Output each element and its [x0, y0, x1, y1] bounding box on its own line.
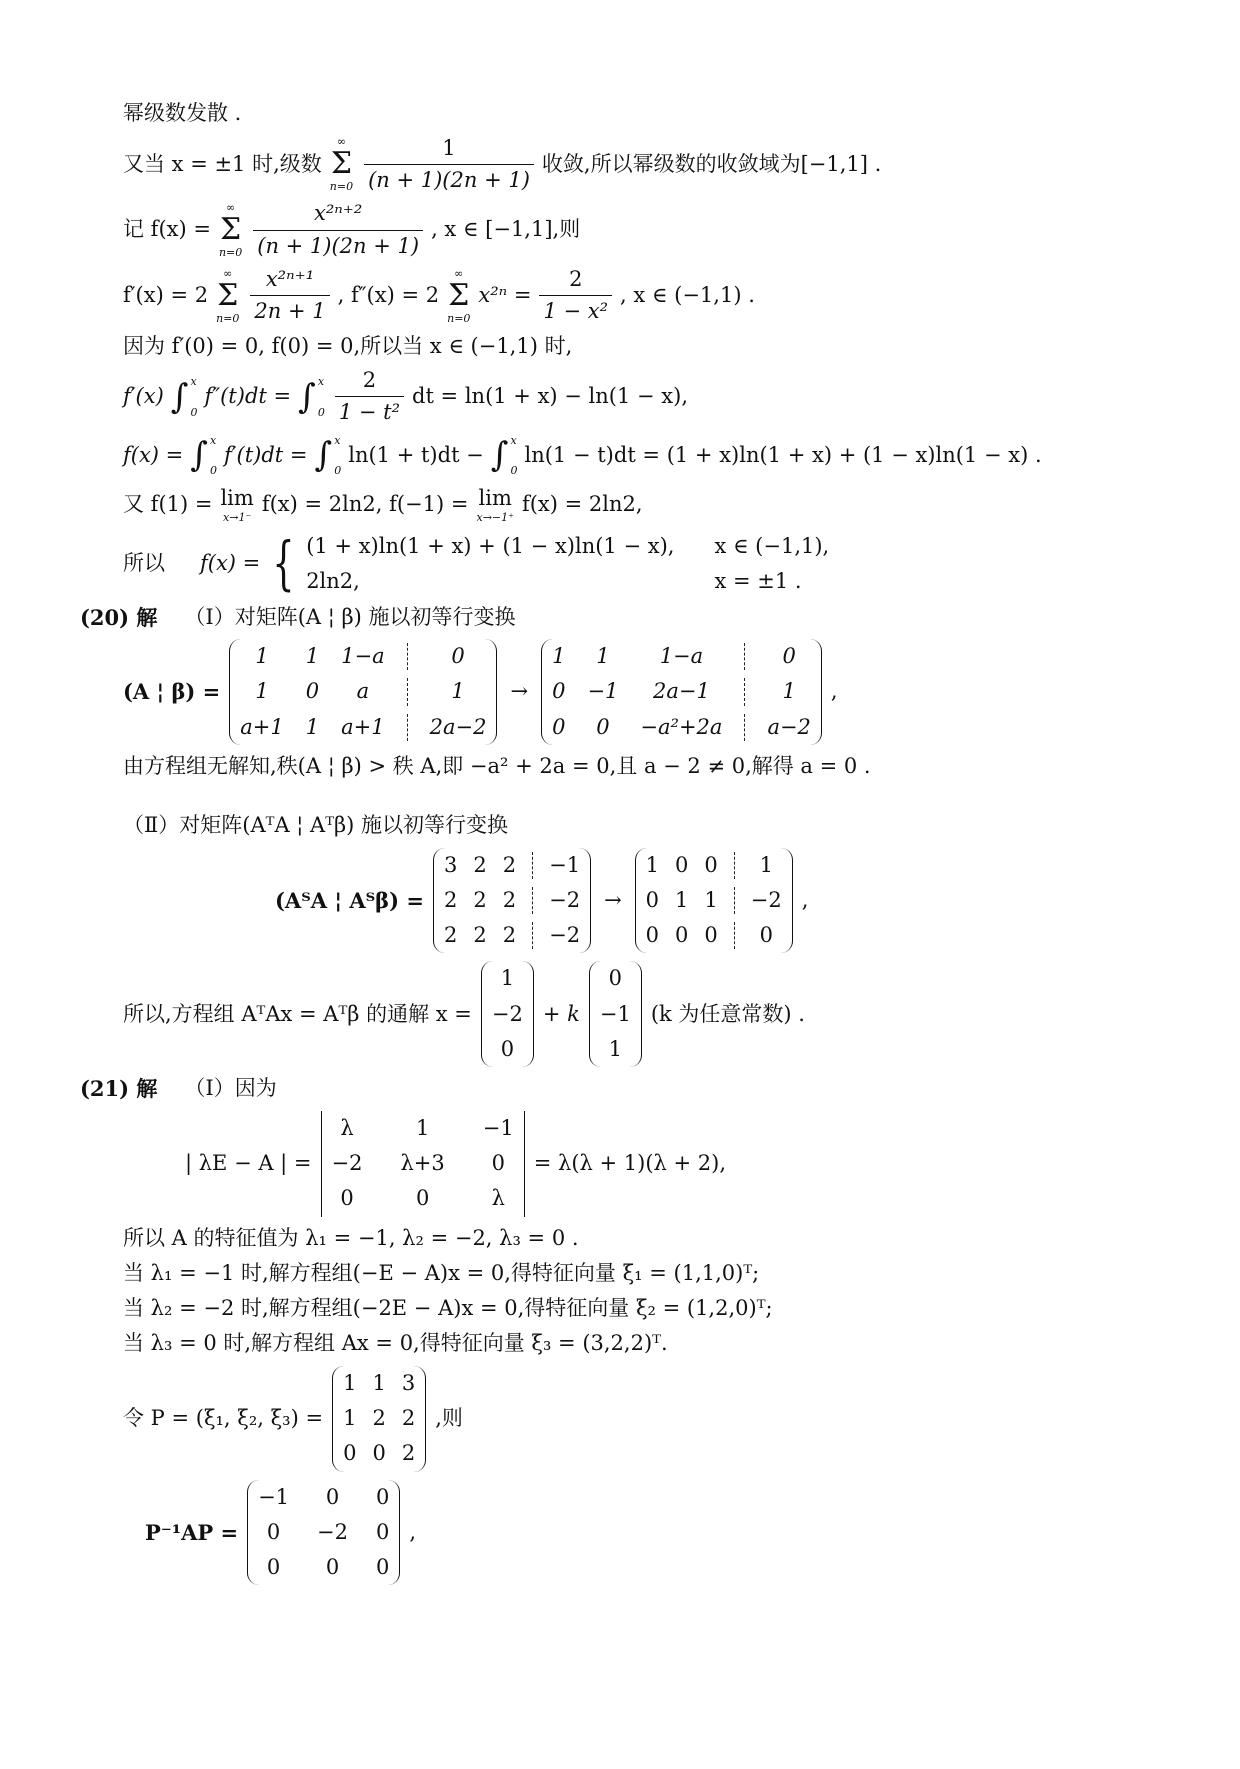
text: （Ⅱ）对矩阵(AᵀA ¦ Aᵀβ) 施以初等行变换	[123, 813, 509, 838]
fraction	[335, 368, 404, 425]
text: （Ⅰ）对矩阵(A ¦ β) 施以初等行变换	[184, 604, 516, 629]
augment-divider	[407, 714, 408, 741]
numerator: 2	[362, 368, 377, 393]
numerator: 2	[569, 267, 583, 292]
matrix-cell: 2	[473, 852, 487, 877]
matrix-cell: 1	[415, 1115, 430, 1140]
text: 由方程组无解知,秩(A ¦ β) > 秩 A,即 −a² + 2a = 0,且 a − 2 ≠ 0,解得 a = 0 .	[123, 753, 871, 778]
column-vector	[589, 961, 642, 1067]
matrix-cell: 0	[325, 1484, 340, 1509]
left-brace: {	[272, 528, 295, 597]
sum-lower: n=0	[216, 311, 240, 325]
text: f′(x) = 2	[123, 283, 209, 308]
matrix-cell: 0	[552, 714, 566, 739]
text: 所以 A 的特征值为 λ₁ = −1, λ₂ = −2, λ₃ = 0 .	[123, 1225, 579, 1250]
case-condition: x ∈ (−1,1),	[714, 533, 830, 558]
text: 又 f(1) =	[123, 492, 213, 517]
text: ,	[801, 887, 809, 912]
text: = λ(λ + 1)(λ + 2),	[533, 1150, 727, 1175]
matrix-cell: 1	[645, 852, 660, 877]
denominator: (n + 1)(2n + 1)	[364, 164, 534, 193]
matrix-cell: −1	[587, 679, 619, 704]
matrix-cell: 1	[305, 644, 320, 669]
text-line	[123, 1295, 1200, 1322]
text: , x ∈ [−1,1],则	[431, 217, 581, 242]
matrix-cell: −2	[549, 923, 581, 948]
matrix-cell: 0	[759, 923, 773, 948]
text: f′(x)	[123, 384, 164, 409]
matrix-cell: −1	[482, 1115, 514, 1140]
matrix-cell: 2	[372, 1406, 386, 1430]
arrow-icon: →	[604, 887, 622, 912]
limit	[476, 486, 513, 524]
matrix-cell: 0	[343, 1441, 357, 1466]
text-line	[123, 1260, 1200, 1287]
matrix-cell: a+1	[341, 714, 385, 739]
numerator: x²ⁿ⁺¹	[265, 267, 315, 292]
label: | λE − A | =	[185, 1150, 312, 1175]
integral-sign: ∫	[490, 435, 509, 476]
matrix-cell: a+1	[240, 714, 284, 739]
text: 收敛,所以幂级数的收敛域为[−1,1] .	[541, 151, 882, 176]
limit	[220, 486, 253, 524]
augmented-matrix	[541, 639, 822, 745]
augmented-matrix	[635, 848, 793, 954]
text: , f″(x) = 2	[337, 283, 440, 308]
section-heading	[80, 604, 1200, 631]
augment-divider	[744, 678, 745, 705]
text: 因为 f′(0) = 0, f(0) = 0,所以当 x ∈ (−1,1) 时,	[123, 333, 573, 358]
matrix-cell: 1	[343, 1406, 357, 1430]
formula-line	[123, 486, 1200, 524]
case-expression: (1 + x)ln(1 + x) + (1 − x)ln(1 − x),	[306, 533, 675, 558]
matrix-cell: 0	[415, 1186, 430, 1211]
matrix-cell: 2	[401, 1441, 416, 1466]
sum-lower: n=0	[218, 245, 243, 259]
text: 当 λ₁ = −1 时,解方程组(−E − A)x = 0,得特征向量 ξ₁ = (1,1,0)ᵀ;	[123, 1260, 760, 1285]
matrix-cell: 1	[552, 644, 566, 669]
matrix-cell: −2	[750, 887, 782, 912]
lower-limit: 0	[334, 464, 342, 478]
matrix-line	[123, 1366, 1200, 1472]
text: (k 为任意常数) .	[650, 1001, 805, 1026]
matrix-cell: −2	[491, 1001, 523, 1026]
fraction	[364, 136, 534, 193]
matrix-cell: −a²+2a	[640, 714, 723, 739]
formula-line	[123, 135, 1200, 193]
summation	[219, 201, 242, 259]
lower-limit: 0	[510, 464, 518, 478]
case-condition: x = ±1 .	[714, 568, 802, 593]
matrix-cell: 1	[305, 714, 320, 739]
text: , x ∈ (−1,1) .	[620, 283, 755, 308]
sigma: Σ	[217, 278, 239, 314]
numerator: x²ⁿ⁺²	[314, 201, 363, 226]
integral-sign: ∫	[298, 376, 316, 417]
text: ,	[409, 1519, 417, 1544]
matrix-cell: 1	[675, 887, 689, 912]
matrix-cell: 1	[372, 1370, 386, 1395]
integral	[315, 434, 342, 478]
formula-line	[123, 961, 1200, 1067]
matrix-cell: 2	[502, 852, 517, 877]
matrix-cell: 1	[255, 644, 269, 669]
lim-subscript: x→−1⁺	[476, 510, 514, 524]
matrix-cell: 2	[443, 923, 458, 948]
text: ,则	[435, 1406, 463, 1430]
text: f(x) = 2ln2, f(−1) =	[261, 492, 469, 517]
matrix-cell: 1	[255, 679, 269, 704]
integral	[171, 375, 198, 419]
text: ln(1 + t)dt −	[348, 442, 484, 467]
text: f″(t)dt =	[204, 384, 292, 409]
matrix-cell: λ	[340, 1115, 354, 1140]
lower-limit: 0	[210, 464, 217, 478]
sum-upper: ∞	[223, 267, 233, 281]
text: x²ⁿ =	[478, 283, 532, 308]
upper-limit: x	[334, 433, 341, 447]
text: 当 λ₂ = −2 时,解方程组(−2E − A)x = 0,得特征向量 ξ₂ = (1,2,0)ᵀ;	[123, 1296, 773, 1321]
section-heading	[80, 1075, 1200, 1102]
text: ,	[830, 679, 838, 704]
matrix-cell: 1−a	[659, 644, 704, 669]
matrix-cell: 0	[451, 644, 465, 669]
matrix-cell: 0	[376, 1519, 390, 1544]
denominator: 1 − t²	[335, 396, 404, 425]
augment-divider	[744, 643, 745, 670]
denominator: 1 − x²	[539, 295, 612, 324]
matrix-cell: 3	[401, 1370, 416, 1395]
augment-divider	[734, 922, 735, 949]
text-line	[123, 1225, 1200, 1252]
matrix-cell: a	[356, 679, 370, 704]
matrix-cell: −1	[549, 852, 581, 877]
sum-upper: ∞	[454, 267, 464, 281]
matrix-cell: 0	[608, 966, 623, 991]
matrix-line	[145, 1480, 1200, 1586]
sum-lower: n=0	[329, 179, 354, 193]
integral-sign: ∫	[170, 376, 189, 417]
matrix-cell: −2	[549, 887, 581, 912]
matrix-cell: 2	[502, 923, 517, 948]
lower-limit: 0	[317, 405, 325, 419]
matrix-cell: −1	[258, 1484, 290, 1509]
text-line	[123, 753, 1200, 780]
matrix-P	[332, 1366, 426, 1472]
matrix-cell: 1−a	[341, 644, 385, 669]
text: 所以,方程组 AᵀAx = Aᵀβ 的通解 x =	[123, 1001, 472, 1026]
matrix-cell: −1	[599, 1001, 631, 1026]
sum-upper: ∞	[226, 201, 236, 215]
sigma: Σ	[330, 146, 353, 182]
matrix-cell: 1	[759, 852, 773, 877]
text: f(x) =	[123, 442, 184, 467]
matrix-cell: 0	[325, 1555, 340, 1580]
matrix-cell: 0	[645, 887, 660, 912]
denominator: 2n + 1	[250, 295, 329, 324]
label: P⁻¹AP =	[145, 1519, 239, 1545]
matrix-line	[123, 639, 1200, 745]
text: ln(1 − t)dt = (1 + x)ln(1 + x) + (1 − x)ln(1 − x) .	[524, 442, 1042, 467]
matrix-cell: 1	[704, 887, 718, 912]
summation	[447, 267, 470, 325]
matrix-cell: 1	[500, 966, 515, 991]
augment-divider	[407, 643, 408, 670]
formula-line	[123, 201, 1200, 259]
text-line	[123, 812, 1200, 839]
text: dt = ln(1 + x) − ln(1 − x),	[412, 384, 689, 409]
matrix-cell: 1	[782, 679, 796, 704]
matrix-cell: 0	[782, 644, 796, 669]
augment-divider	[734, 852, 735, 879]
upper-limit: x	[190, 374, 197, 388]
augment-divider	[532, 922, 533, 949]
sigma: Σ	[220, 212, 242, 248]
matrix-cell: 1	[451, 679, 465, 704]
matrix-cell: 0	[596, 714, 610, 739]
text: f(x) = 2ln2,	[521, 492, 643, 517]
matrix-cell: 0	[266, 1519, 281, 1544]
label: 令 P = (ξ₁, ξ₂, ξ₃) =	[123, 1406, 324, 1430]
fraction	[539, 267, 612, 324]
matrix-cell: 0	[491, 1150, 505, 1175]
augment-divider	[744, 714, 745, 741]
matrix-cell: 1	[343, 1370, 357, 1395]
case-expression: 2ln2,	[306, 568, 360, 593]
matrix-line	[275, 848, 1200, 954]
integral-sign: ∫	[314, 435, 333, 476]
augmented-matrix	[229, 639, 497, 745]
matrix-cell: 1	[608, 1037, 623, 1062]
matrix-cell: 0	[340, 1186, 354, 1211]
lower-limit: 0	[190, 405, 198, 419]
lim-text: lim	[220, 485, 254, 510]
text-line	[123, 333, 1200, 360]
integral	[298, 375, 325, 419]
augment-divider	[734, 887, 735, 914]
matrix-cell: 2	[401, 1406, 416, 1430]
matrix-cell: 0	[645, 923, 660, 948]
piecewise-cases	[265, 528, 830, 597]
text-line	[123, 1330, 1200, 1357]
matrix-cell: 0	[305, 679, 320, 704]
text: 所以	[123, 551, 165, 576]
determinant	[321, 1111, 525, 1217]
matrix-cell: 0	[675, 852, 689, 877]
augment-divider	[532, 852, 533, 879]
page	[80, 100, 1200, 1593]
matrix-cell: 0	[376, 1555, 390, 1580]
sum-lower: n=0	[447, 311, 471, 325]
determinant-line	[185, 1111, 1200, 1217]
text: 又当 x = ±1 时,级数	[123, 151, 322, 176]
denominator: (n + 1)(2n + 1)	[253, 230, 423, 259]
integral	[491, 434, 518, 478]
summation	[216, 267, 239, 325]
matrix-cell: λ	[491, 1186, 505, 1211]
augmented-matrix	[433, 848, 591, 954]
matrix-cell: 0	[552, 679, 566, 704]
sum-upper: ∞	[336, 135, 347, 149]
matrix-cell: 2a−1	[653, 679, 710, 704]
augment-divider	[532, 887, 533, 914]
formula-line	[123, 434, 1200, 478]
matrix-cell: 1	[596, 644, 610, 669]
matrix-cell: 0	[675, 923, 689, 948]
integral-sign: ∫	[190, 435, 208, 476]
matrix-cell: a−2	[767, 714, 811, 739]
label: (A ¦ β) =	[123, 679, 221, 705]
matrix-cell: 3	[443, 852, 458, 877]
matrix-cell: 2	[473, 887, 487, 912]
summation	[330, 135, 353, 193]
label: (AᵀA ¦ Aᵀβ) =	[275, 887, 424, 913]
matrix-cell: 2a−2	[429, 714, 487, 739]
matrix-cell: 2	[443, 887, 458, 912]
upper-limit: x	[210, 433, 217, 447]
text: （Ⅰ）因为	[184, 1076, 277, 1101]
fraction	[250, 267, 329, 324]
piecewise-line	[123, 528, 1200, 597]
problem-number: (20) 解	[80, 604, 158, 630]
problem-number: (21) 解	[80, 1076, 158, 1102]
matrix-cell: 0	[704, 852, 718, 877]
matrix-cell: 0	[500, 1037, 515, 1062]
matrix-cell: λ+3	[400, 1150, 445, 1175]
matrix-cell: 2	[473, 923, 487, 948]
upper-limit: x	[510, 433, 517, 447]
matrix-cell: −2	[331, 1150, 363, 1175]
text-line	[123, 100, 1200, 127]
matrix-cell: 0	[266, 1555, 281, 1580]
text: f(x) =	[200, 551, 261, 576]
text: 当 λ₃ = 0 时,解方程组 Ax = 0,得特征向量 ξ₃ = (3,2,2)ᵀ.	[123, 1331, 668, 1356]
lim-subscript: x→1⁻	[223, 510, 252, 524]
matrix-cell: 0	[376, 1484, 390, 1509]
matrix-cell: 2	[502, 887, 517, 912]
sigma: Σ	[448, 278, 470, 314]
upper-limit: x	[317, 374, 325, 388]
diagonal-matrix	[247, 1480, 400, 1586]
formula-line	[123, 267, 1200, 325]
text: 幂级数发散 .	[123, 101, 242, 125]
matrix-cell: 0	[372, 1441, 386, 1466]
integral	[190, 434, 217, 478]
augment-divider	[407, 678, 408, 705]
text: f′(t)dt =	[224, 442, 308, 467]
matrix-cell: 0	[704, 923, 718, 948]
fraction	[253, 201, 423, 258]
arrow-icon: →	[510, 679, 529, 704]
text: + k	[542, 1001, 580, 1026]
spacer	[123, 788, 1200, 812]
text: 记 f(x) =	[123, 217, 211, 242]
matrix-cell: −2	[317, 1519, 349, 1544]
numerator: 1	[442, 135, 456, 160]
lim-text: lim	[478, 485, 512, 510]
formula-line	[123, 368, 1200, 425]
column-vector	[481, 961, 534, 1067]
